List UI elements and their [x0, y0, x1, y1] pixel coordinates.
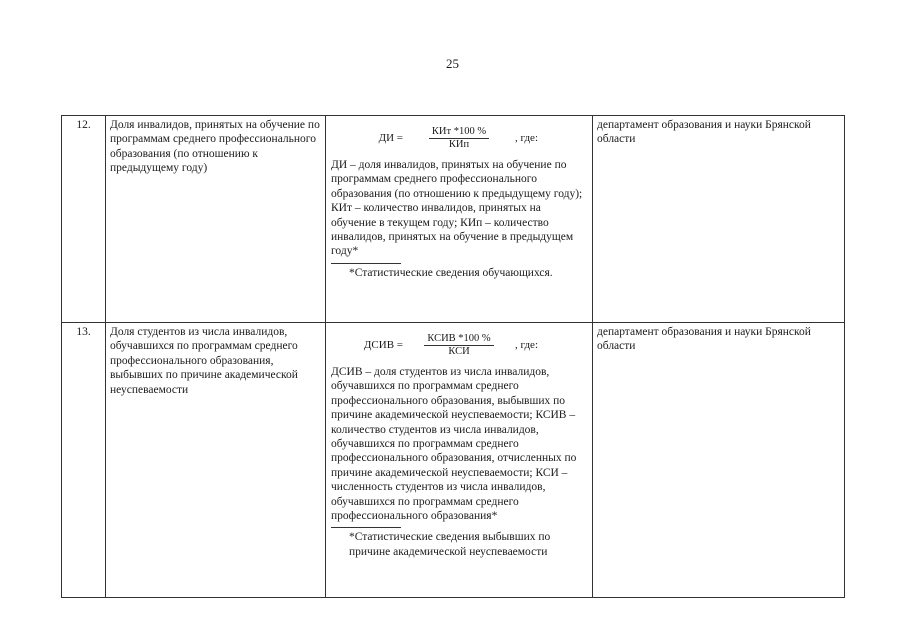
table-row [62, 323, 845, 598]
formula [331, 122, 586, 154]
indicator-name: Доля студентов из числа инвалидов, обучавшихся по программам среднего профессионального образования, выбывших по причине академической неуспеваемости [106, 323, 326, 598]
formula-description: ДИ – доля инвалидов, принятых на обучение по программам среднего профессионального образования (по отношению к предыдущему году); КИт – количество инвалидов, принятых на обучение в текущем году; КИп – количество инвалидов, принятых на обучение в предыдущем году* [331, 159, 583, 258]
formula-name: ДСИВ = [363, 338, 403, 351]
formula-numerator: КСИВ *100 % [424, 333, 493, 346]
formula-numerator: КИт *100 % [429, 126, 489, 139]
footnote-divider [331, 527, 401, 528]
formula-where: , где: [515, 131, 538, 144]
formula-cell [326, 323, 593, 598]
formula [331, 329, 586, 361]
formula-fraction [413, 126, 505, 151]
formula-fraction [413, 333, 505, 358]
formula-description: ДСИВ – доля студентов из числа инвалидов, обучавшихся по программам среднего профессионального образования, выбывших по причине академической неуспеваемости; КСИВ – количество студентов из числа инвалидов, обучавшихся по программам среднего профессионального образования, отчисленных по причине академической неуспеваемости; КСИ – численность студентов из числа инвалидов, обучавшихся по программам среднего профессионального образования* [331, 366, 577, 523]
responsible-body: департамент образования и науки Брянской области [593, 323, 845, 598]
footnote: *Статистические сведения выбывших по причине академической неуспеваемости [349, 531, 551, 558]
indicator-name: Доля инвалидов, принятых на обучение по программам среднего профессионального образования (по отношению к предыдущему году) [106, 116, 326, 323]
footnote-divider [331, 263, 401, 264]
formula-cell [326, 116, 593, 323]
table-row [62, 116, 845, 323]
footnote: *Статистические сведения обучающихся. [349, 266, 553, 279]
formula-name: ДИ = [378, 131, 403, 144]
page-number: 25 [446, 56, 459, 71]
formula-denominator: КИп [448, 138, 470, 150]
formula-denominator: КСИ [448, 345, 470, 357]
indicators-table [61, 115, 845, 598]
row-number: 12. [62, 116, 106, 323]
formula-where: , где: [515, 338, 538, 351]
responsible-body: департамент образования и науки Брянской области [593, 116, 845, 323]
row-number: 13. [62, 323, 106, 598]
